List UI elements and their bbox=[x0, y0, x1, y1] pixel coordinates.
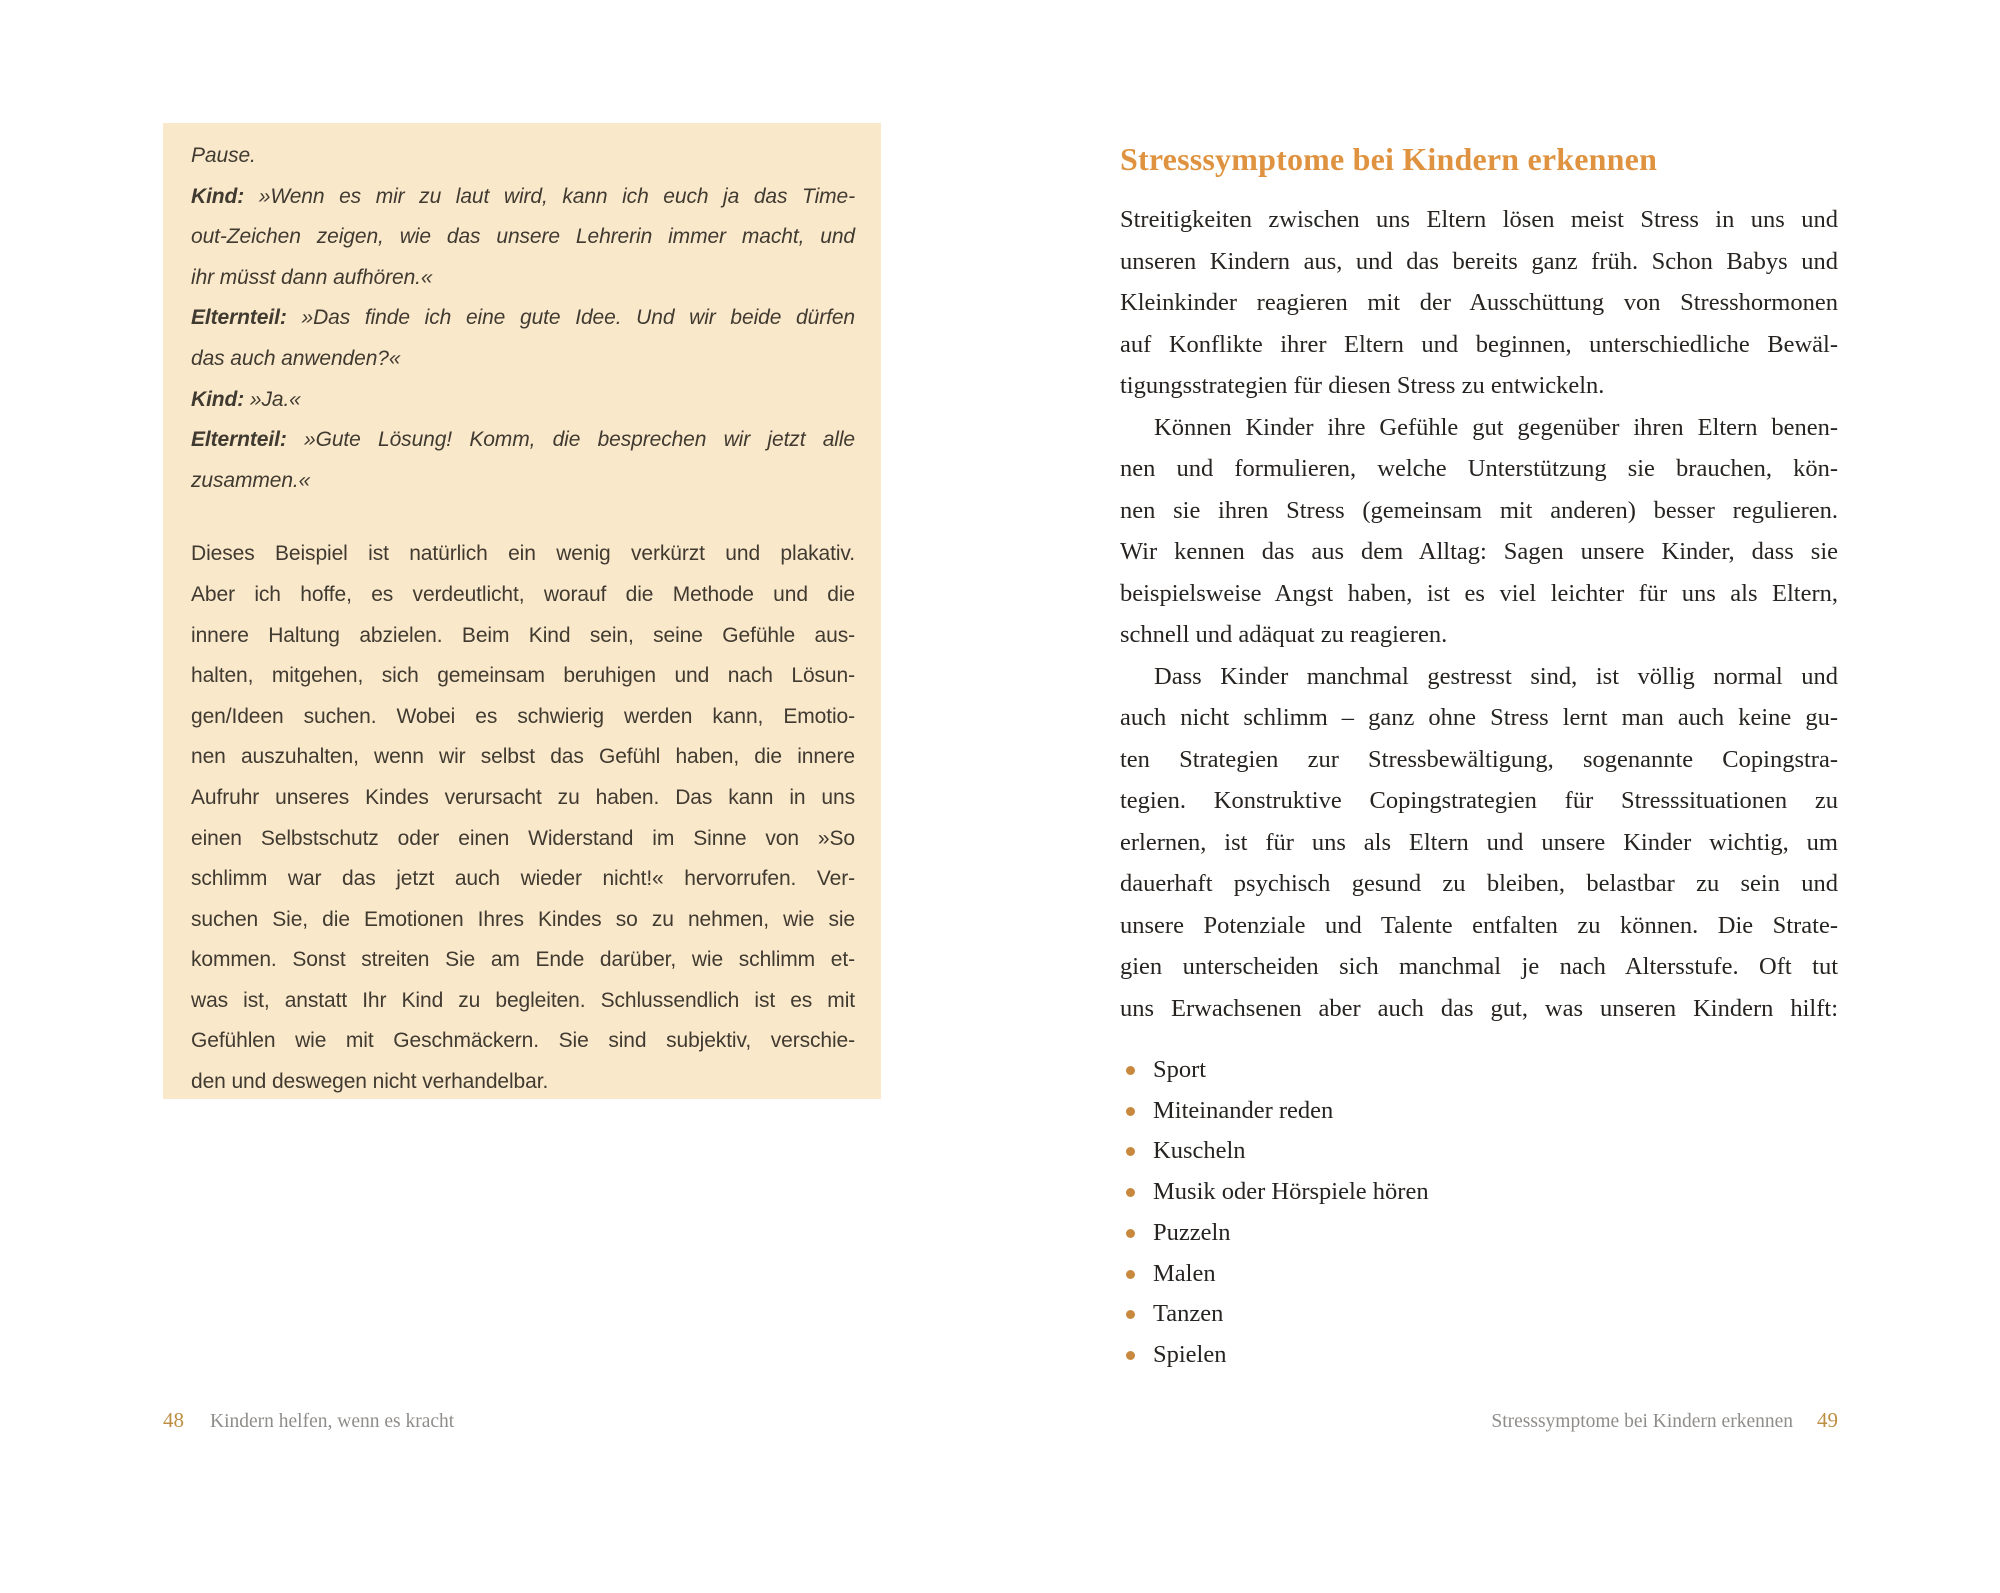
coping-strategies-list bbox=[1120, 1050, 1838, 1376]
text-line: das auch anwenden?« bbox=[191, 346, 401, 370]
text-line: Gefühlen wie mit Geschmäckern. Sie sind subjektiv, verschie- bbox=[191, 1029, 855, 1053]
list-item bbox=[1120, 1335, 1838, 1376]
list-item-label: Tanzen bbox=[1153, 1300, 1224, 1328]
text-line: halten, mitgehen, sich gemeinsam beruhigen und nach Lösun- bbox=[191, 664, 855, 688]
bullet-dot-icon bbox=[1126, 1147, 1135, 1156]
list-item bbox=[1120, 1131, 1838, 1172]
text-line: unseren Kindern aus, und das bereits ganz früh. Schon Babys und bbox=[1120, 247, 1838, 275]
right-body-text bbox=[1120, 199, 1838, 1376]
list-item-label: Miteinander reden bbox=[1153, 1096, 1334, 1124]
text-line: kommen. Sonst streiten Sie am Ende darüber, wie schlimm et- bbox=[191, 948, 855, 972]
text-line: gen/Ideen suchen. Wobei es schwierig werden kann, Emotio- bbox=[191, 704, 855, 728]
text-line: Aber ich hoffe, es verdeutlicht, worauf die Methode und die bbox=[191, 582, 855, 606]
text-line: zusammen.« bbox=[191, 468, 311, 492]
list-item bbox=[1120, 1213, 1838, 1254]
bullet-dot-icon bbox=[1126, 1310, 1135, 1319]
text-line: Wir kennen das aus dem Alltag: Sagen unsere Kinder, dass sie bbox=[1120, 538, 1838, 565]
body-paragraphs bbox=[1120, 199, 1838, 1029]
list-item-label: Sport bbox=[1153, 1056, 1207, 1083]
text-line: Elternteil: »Das finde ich eine gute Idee. Und wir beide dürfen bbox=[191, 306, 855, 330]
text-line: was ist, anstatt Ihr Kind zu begleiten. Schlussendlich ist es mit bbox=[191, 988, 855, 1012]
text-line: uns Erwachsenen aber auch das gut, was unseren Kindern hilft: bbox=[1120, 994, 1838, 1022]
text-line: unsere Potenziale und Talente entfalten zu können. Die Strate- bbox=[1120, 911, 1838, 939]
text-line: beispielsweise Angst haben, ist es viel leichter für uns als Eltern, bbox=[1120, 579, 1838, 607]
text-line: erlernen, ist für uns als Eltern und unsere Kinder wichtig, um bbox=[1120, 828, 1838, 856]
list-item bbox=[1120, 1172, 1838, 1213]
bullet-dot-icon bbox=[1126, 1107, 1135, 1116]
text-line: Dass Kinder manchmal gestresst sind, ist völlig normal und bbox=[1154, 662, 1838, 690]
text-line: auf Konflikte ihrer Eltern und beginnen, unterschiedliche Bewäl- bbox=[1120, 330, 1838, 358]
bullet-dot-icon bbox=[1126, 1066, 1135, 1075]
text-line: einen Selbstschutz oder einen Widerstand im Sinne von »So bbox=[191, 826, 855, 850]
list-item bbox=[1120, 1254, 1838, 1295]
bullet-dot-icon bbox=[1126, 1188, 1135, 1197]
text-line: Können Kinder ihre Gefühle gut gegenüber ihren Eltern benen- bbox=[1154, 413, 1838, 441]
speaker-label: Kind: bbox=[191, 184, 245, 208]
text-line: nen und formulieren, welche Unterstützung sie brauchen, kön- bbox=[1120, 455, 1838, 482]
text-line: tegien. Konstruktive Copingstrategien für Stresssituationen zu bbox=[1120, 787, 1838, 814]
page-number-left: 48 bbox=[163, 1408, 184, 1432]
left-page-footer bbox=[163, 1408, 454, 1434]
speaker-label: Elternteil: bbox=[191, 306, 287, 330]
text-line: gien unterscheiden sich manchmal je nach Altersstufe. Oft tut bbox=[1120, 953, 1838, 980]
text-line: schlimm war das jetzt auch wieder nicht!« hervorrufen. Ver- bbox=[191, 867, 855, 891]
bullet-dot-icon bbox=[1126, 1351, 1135, 1360]
speaker-label: Kind: bbox=[191, 387, 245, 411]
page-number-right: 49 bbox=[1817, 1408, 1838, 1432]
chapter-heading: Stresssymptome bei Kindern erkennen bbox=[1120, 141, 1658, 178]
text-line: den und deswegen nicht verhandelbar. bbox=[191, 1070, 549, 1094]
text-line: out-Zeichen zeigen, wie das unsere Lehrerin immer macht, und bbox=[191, 225, 855, 249]
list-item bbox=[1120, 1050, 1838, 1091]
text-line: ihr müsst dann aufhören.« bbox=[191, 265, 433, 289]
list-item bbox=[1120, 1294, 1838, 1335]
text-line: Kind: »Ja.« bbox=[191, 387, 301, 411]
dialogue-block bbox=[191, 136, 855, 501]
bullet-dot-icon bbox=[1126, 1270, 1135, 1279]
text-line: innere Haltung abzielen. Beim Kind sein, seine Gefühle aus- bbox=[191, 623, 855, 647]
text-line: Dieses Beispiel ist natürlich ein wenig verkürzt und plakativ. bbox=[191, 542, 855, 566]
commentary-paragraph bbox=[191, 534, 855, 1102]
list-item-label: Spielen bbox=[1153, 1340, 1227, 1368]
text-line: Elternteil: »Gute Lösung! Komm, die besprechen wir jetzt alle bbox=[191, 428, 855, 452]
text-line: Kind: »Wenn es mir zu laut wird, kann ich euch ja das Time- bbox=[191, 184, 855, 208]
bullet-dot-icon bbox=[1126, 1229, 1135, 1238]
right-page-footer bbox=[1120, 1408, 1838, 1434]
list-item-label: Kuscheln bbox=[1153, 1137, 1246, 1165]
text-line: Aufruhr unseres Kindes verursacht zu haben. Das kann in uns bbox=[191, 785, 855, 809]
text-line: Streitigkeiten zwischen uns Eltern lösen meist Stress in uns und bbox=[1120, 206, 1838, 233]
text-line: Pause. bbox=[191, 144, 256, 167]
list-item-label: Puzzeln bbox=[1153, 1218, 1231, 1246]
text-line: tigungsstrategien für diesen Stress zu entwickeln. bbox=[1120, 372, 1605, 399]
list-item bbox=[1120, 1091, 1838, 1132]
text-line: schnell und adäquat zu reagieren. bbox=[1120, 621, 1448, 648]
text-line: auch nicht schlimm – ganz ohne Stress lernt man auch keine gu- bbox=[1120, 704, 1838, 731]
running-title-right: Stresssymptome bei Kindern erkennen bbox=[1491, 1411, 1793, 1432]
text-line: Kleinkinder reagieren mit der Ausschüttung von Stresshormonen bbox=[1120, 289, 1838, 316]
speaker-label: Elternteil: bbox=[191, 428, 287, 452]
text-line: ten Strategien zur Stressbewältigung, sogenannte Copingstra- bbox=[1120, 745, 1838, 773]
list-item-label: Musik oder Hörspiele hören bbox=[1153, 1178, 1429, 1206]
text-line: nen sie ihren Stress (gemeinsam mit anderen) besser regulieren. bbox=[1120, 496, 1838, 524]
running-title-left: Kindern helfen, wenn es kracht bbox=[210, 1411, 455, 1432]
text-line: suchen Sie, die Emotionen Ihres Kindes so zu nehmen, wie sie bbox=[191, 907, 855, 931]
list-item-label: Malen bbox=[1153, 1259, 1216, 1287]
text-line: nen auszuhalten, wenn wir selbst das Gefühl haben, die innere bbox=[191, 745, 855, 769]
text-line: dauerhaft psychisch gesund zu bleiben, belastbar zu sein und bbox=[1120, 870, 1838, 897]
example-highlight-box bbox=[163, 123, 881, 1099]
